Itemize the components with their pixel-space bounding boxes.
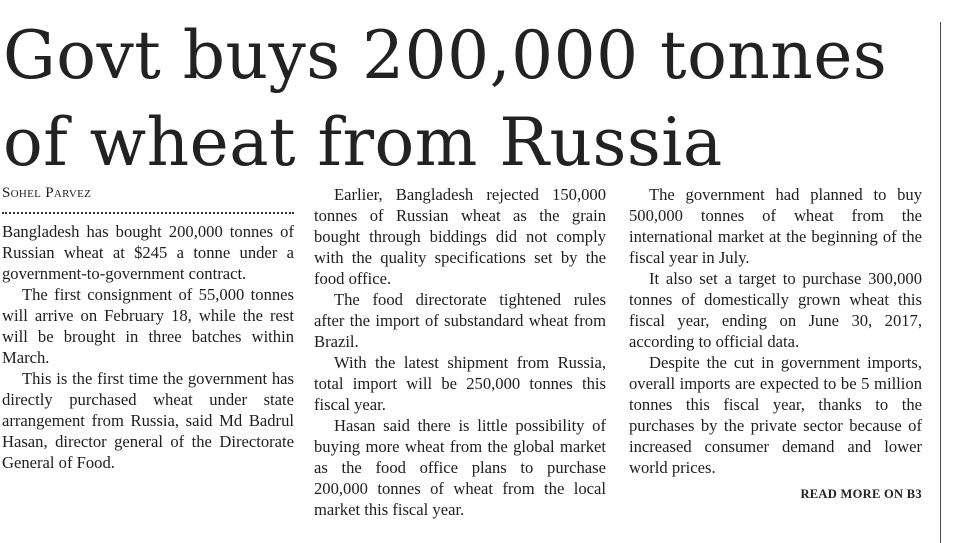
article-column-1 (2, 184, 294, 473)
byline: Sohel Parvez (2, 185, 92, 201)
article-paragraph: The food directorate tightened rules after the import of substandard wheat from Brazil. (314, 290, 606, 351)
article-paragraph: Despite the cut in government imports, overall imports are expected to be 5 million tonnes this fiscal year, thanks to the purchases by the private sector because of increased consumer demand and lower world prices. (629, 353, 922, 477)
article-column-2 (314, 184, 606, 520)
read-more-link[interactable]: READ MORE ON B3 (800, 487, 922, 501)
article-paragraph: With the latest shipment from Russia, total import will be 250,000 tonnes this fiscal year. (314, 353, 606, 414)
article-column-3 (629, 184, 922, 505)
article-paragraph: Bangladesh has bought 200,000 tonnes of Russian wheat at $245 a tonne under a government-to-government contract. (2, 222, 294, 283)
headline: Govt buys 200,000 tonnes of wheat from Russia (3, 17, 888, 181)
article-paragraph: The first consignment of 55,000 tonnes will arrive on February 18, while the rest will be brought in three batches within March. (2, 285, 294, 367)
byline-divider (2, 212, 294, 214)
article-paragraph: It also set a target to purchase 300,000 tonnes of domestically grown wheat this fiscal year, ending on June 30, 2017, according to official data. (629, 269, 922, 351)
column-rule (940, 22, 941, 543)
article-paragraph: The government had planned to buy 500,000 tonnes of wheat from the international market at the beginning of the fiscal year in July. (629, 185, 922, 267)
article-paragraph: Earlier, Bangladesh rejected 150,000 tonnes of Russian wheat as the grain bought through biddings did not comply with the quality specifications set by the food office. (314, 185, 606, 288)
article-paragraph: This is the first time the government has directly purchased wheat under state arrangement from Russia, said Md Badrul Hasan, director general of the Directorate General of Food. (2, 369, 294, 472)
article-paragraph: Hasan said there is little possibility of buying more wheat from the global market as the food office plans to purchase 200,000 tonnes of wheat from the local market this fiscal year. (314, 416, 606, 519)
